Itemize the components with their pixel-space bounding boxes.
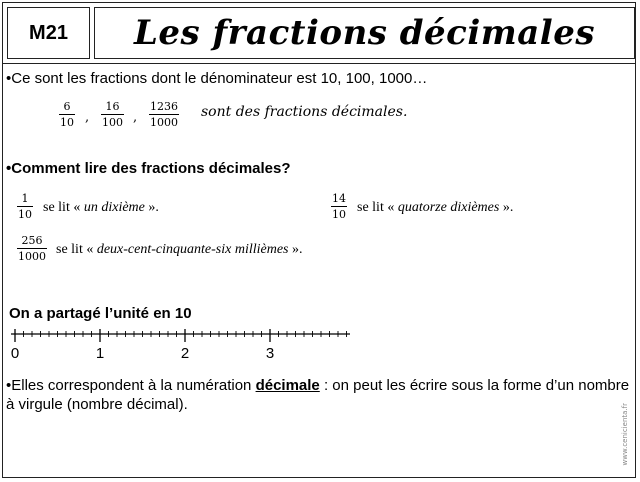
fraction-numerator: 1 (21, 192, 29, 205)
conclusion-text (6, 376, 632, 414)
reading-fraction (331, 192, 347, 221)
fraction-numerator: 6 (63, 100, 71, 113)
reading-prefix: se lit « (56, 242, 97, 257)
reading-words: un dixième (83, 200, 145, 215)
reading-prefix: se lit « (43, 200, 84, 215)
example-fraction (149, 100, 179, 129)
reading-suffix: ». (144, 200, 159, 215)
lesson-card (2, 2, 636, 478)
conclusion-part1: •Elles correspondent à la numération (6, 377, 256, 394)
fraction-numerator: 256 (21, 234, 43, 247)
reading-prefix: se lit « (357, 200, 398, 215)
reading-words: deux-cent-cinquante-six millièmes (96, 242, 289, 257)
reading-suffix: ». (288, 242, 303, 257)
separator: , (85, 110, 90, 125)
number-line-label: 2 (180, 345, 190, 362)
lesson-code: M21 (7, 7, 90, 59)
reading-heading: •Comment lire des fractions décimales? (6, 160, 291, 177)
separator: , (133, 110, 138, 125)
number-line-label: 1 (95, 345, 105, 362)
fraction-numerator: 16 (105, 100, 120, 113)
intro-text: •Ce sont les fractions dont le dénominateur est 10, 100, 1000… (6, 70, 428, 87)
fraction-denominator: 1000 (18, 250, 46, 263)
fraction-denominator: 10 (60, 116, 74, 129)
number-line (3, 326, 363, 366)
example-fraction (101, 100, 124, 129)
number-line-heading: On a partagé l’unité en 10 (9, 305, 192, 322)
fraction-denominator: 1000 (150, 116, 178, 129)
fraction-denominator: 10 (18, 208, 32, 221)
reading-sentence (56, 242, 303, 258)
reading-fraction (17, 192, 33, 221)
reading-fraction (17, 234, 47, 263)
example-fraction (59, 100, 75, 129)
fraction-denominator: 100 (102, 116, 123, 129)
fraction-numerator: 14 (332, 192, 346, 205)
fraction-denominator: 10 (332, 208, 346, 221)
watermark: www.cenicienta.fr (621, 402, 629, 465)
lesson-title: Les fractions décimales (94, 7, 635, 59)
examples-note: sont des fractions décimales. (201, 104, 408, 120)
reading-sentence (43, 200, 159, 216)
reading-suffix: ». (499, 200, 514, 215)
lesson-body (3, 63, 635, 477)
reading-words: quatorze dixièmes (397, 200, 500, 215)
conclusion-part2: : on peut les écrire sous la forme d’un nombre à virgule (nombre décimal). (6, 377, 630, 413)
number-line-label: 0 (10, 345, 20, 362)
reading-sentence (357, 200, 513, 216)
number-line-label: 3 (265, 345, 275, 362)
decimal-keyword: décimale (255, 377, 320, 394)
fraction-numerator: 1236 (150, 100, 178, 113)
